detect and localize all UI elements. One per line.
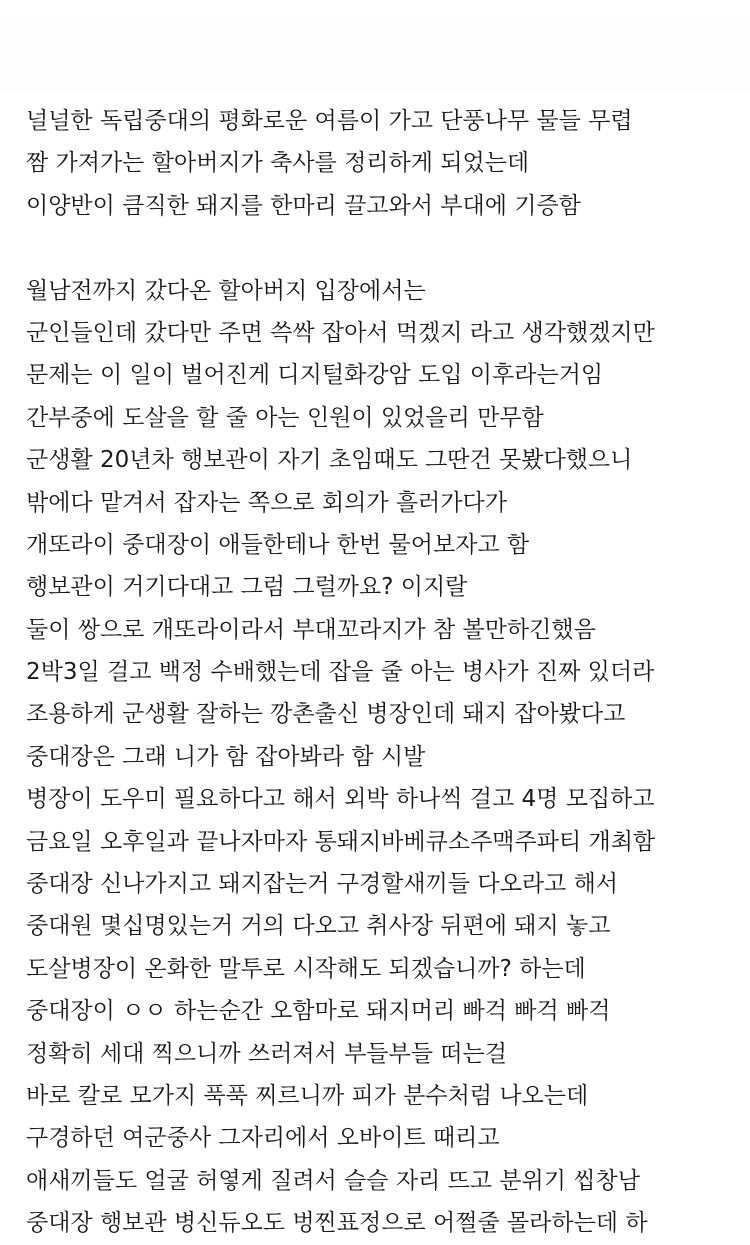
text-line: 바로 칼로 모가지 푹푹 찌르니까 피가 분수처럼 나오는데 — [26, 1082, 589, 1109]
text-line: 밖에다 맡겨서 잡자는 쪽으로 회의가 흘러가다가 — [26, 489, 507, 516]
text-line: 행보관이 거기다대고 그럼 그럴까요? 이지랄 — [26, 574, 468, 601]
text-line: 구경하던 여군중사 그자리에서 오바이트 때리고 — [26, 1125, 500, 1152]
text-line: 병장이 도우미 필요하다고 해서 외박 하나씩 걸고 4명 모집하고 — [26, 786, 655, 813]
text-line: 중대장 신나가지고 돼지잡는거 구경할새끼들 다오라고 해서 — [26, 871, 619, 898]
text-line: 중대장이 ㅇㅇ 하는순간 오함마로 돼지머리 빠걱 빠걱 빠걱 — [26, 998, 611, 1025]
text-line: 도살병장이 온화한 말투로 시작해도 되겠습니까? 하는데 — [26, 955, 586, 982]
text-line: 간부중에 도살을 할 줄 아는 인원이 있었을리 만무함 — [26, 404, 544, 431]
text-line: 월남전까지 갔다온 할아버지 입장에서는 — [26, 277, 426, 304]
text-line: 널널한 독립중대의 평화로운 여름이 가고 단풍나무 물들 무렵 — [26, 108, 633, 134]
text-line: 개또라이 중대장이 애들한테나 한번 물어보자고 함 — [26, 531, 530, 558]
text-line: 짬 가져가는 할아버지가 축사를 정리하게 되었는데 — [26, 150, 530, 177]
text-line: 금요일 오후일과 끝나자마자 통돼지바베큐소주맥주파티 개최함 — [26, 828, 656, 855]
text-line: 문제는 이 일이 벌어진게 디지털화강암 도입 이후라는거임 — [26, 362, 604, 389]
text-line: 군생활 20년차 행보관이 자기 초임때도 그딴건 못봤다했으니 — [26, 447, 633, 474]
text-line: 중대원 몇십명있는거 거의 다오고 취사장 뒤편에 돼지 놓고 — [26, 913, 611, 940]
top-blank-area — [0, 0, 750, 92]
text-line: 군인들인데 갔다만 주면 쓱싹 잡아서 먹겠지 라고 생각했겠지만 — [26, 319, 655, 346]
text-line: 둘이 쌍으로 개또라이라서 부대꼬라지가 참 볼만하긴했음 — [26, 616, 596, 643]
text-line: 조용하게 군생활 잘하는 깡촌출신 병장인데 돼지 잡아봤다고 — [26, 701, 626, 728]
text-line: 이양반이 큼직한 돼지를 한마리 끌고와서 부대에 기증함 — [26, 192, 581, 219]
text-line: 중대장 행보관 병신듀오도 벙찐표정으로 어쩔줄 몰라하는데 하 — [26, 1210, 648, 1237]
text-line: 중대장은 그래 니가 함 잡아봐라 함 시발 — [26, 743, 426, 770]
text-line: 정확히 세대 찍으니까 쓰러져서 부들부들 떠는걸 — [26, 1040, 507, 1067]
paragraph-break — [26, 227, 741, 269]
story-text — [26, 100, 741, 1245]
text-line: 2박3일 걸고 백정 수배했는데 잡을 줄 아는 병사가 진짜 있더라 — [26, 659, 655, 686]
text-line: 애새끼들도 얼굴 허옇게 질려서 슬슬 자리 뜨고 분위기 씹창남 — [26, 1167, 640, 1194]
